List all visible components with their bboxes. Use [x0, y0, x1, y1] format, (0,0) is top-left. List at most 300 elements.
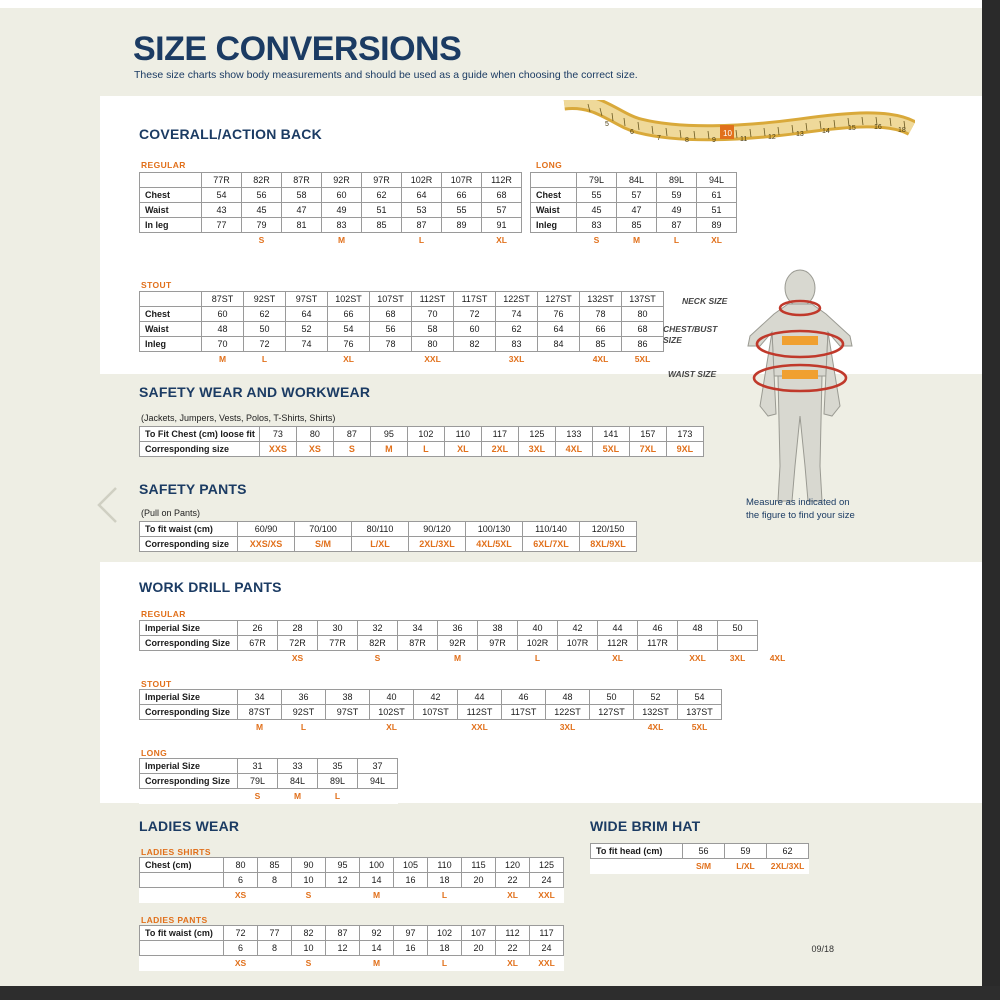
table-cell: 34: [238, 690, 282, 705]
table-cell: 112ST: [458, 705, 502, 720]
table-row-header: [140, 888, 224, 903]
table-cell: 97: [394, 926, 428, 941]
size-cell: [414, 720, 458, 735]
table-cell: 84: [538, 337, 580, 352]
table-cell: 45: [242, 203, 282, 218]
table-safety-wear: [139, 426, 704, 457]
table-row-header: Chest: [140, 307, 202, 322]
table-cell: 157: [629, 427, 666, 442]
table-cell: 94L: [697, 173, 737, 188]
size-cell: M: [372, 958, 381, 969]
table-row-header: Waist: [140, 322, 202, 337]
size-cell: L: [673, 235, 680, 246]
table-cell: 117: [481, 427, 518, 442]
table-ladies-shirts: [139, 857, 564, 903]
size-cell: [558, 651, 598, 666]
size-cell: S: [593, 235, 600, 246]
size-cell: 3XL: [729, 653, 746, 664]
table-row: [140, 218, 562, 233]
table-ladies-pants: [139, 925, 564, 971]
table-row-header: Chest (cm): [140, 858, 224, 873]
table-cell: L: [407, 442, 444, 457]
table-row-header: [140, 352, 202, 367]
size-cell: M: [255, 722, 264, 733]
table-cell: 64: [286, 307, 328, 322]
table-cell: 112R: [598, 636, 638, 651]
table-cell: 62: [767, 844, 809, 859]
table-cell: 117: [530, 926, 564, 941]
table-cell: 83: [577, 218, 617, 233]
label-workdrill-long: LONG: [141, 748, 168, 758]
size-cell: [478, 651, 518, 666]
table-cell: 46: [638, 621, 678, 636]
size-cell: L: [418, 235, 425, 246]
table-cell: 77R: [202, 173, 242, 188]
size-cell: XXL: [471, 722, 488, 733]
svg-text:11: 11: [740, 136, 748, 143]
label-workdrill-regular: REGULAR: [141, 609, 186, 619]
table-cell: 8: [258, 941, 292, 956]
table-cell: 141: [592, 427, 629, 442]
table-row: [531, 203, 737, 218]
table-row: [140, 888, 564, 903]
table-cell: 84L: [278, 774, 318, 789]
size-cell: XS: [234, 958, 247, 969]
table-row: [140, 774, 398, 789]
table-row: [140, 522, 637, 537]
table-row: [140, 926, 564, 941]
size-cell: [442, 233, 482, 248]
table-cell: 112ST: [412, 292, 454, 307]
table-cell: 6: [224, 873, 258, 888]
table-cell: 72: [224, 926, 258, 941]
table-row-header: To fit head (cm): [591, 844, 683, 859]
table-cell: 52: [634, 690, 678, 705]
table-coverall-regular: [139, 172, 562, 248]
table-cell: 79: [242, 218, 282, 233]
size-cell: L: [300, 722, 307, 733]
table-cell: 36: [438, 621, 478, 636]
table-cell: 60: [454, 322, 496, 337]
table-cell: 120/150: [580, 522, 637, 537]
table-cell: 137ST: [678, 705, 722, 720]
svg-text:9: 9: [712, 137, 716, 144]
size-cell: [398, 651, 438, 666]
svg-text:16: 16: [874, 124, 882, 131]
annotation-chest-size: CHEST/BUST SIZE: [663, 324, 718, 345]
table-cell: 49: [322, 203, 362, 218]
table-workdrill-long: [139, 758, 398, 804]
table-row: [140, 759, 398, 774]
table-cell: 8XL/9XL: [580, 537, 637, 552]
table-row-header: Imperial Size: [140, 690, 238, 705]
table-cell: 94L: [358, 774, 398, 789]
table-cell: 51: [697, 203, 737, 218]
size-cell: [370, 352, 412, 367]
table-cell: 68: [482, 188, 522, 203]
table-row-header: Corresponding Size: [140, 636, 238, 651]
table-row-header: Chest: [140, 188, 202, 203]
table-cell: 83: [322, 218, 362, 233]
table-cell: 18: [428, 941, 462, 956]
size-cell: S: [305, 890, 312, 901]
table-cell: 56: [242, 188, 282, 203]
size-cell: XL: [507, 958, 518, 969]
table-cell: 72: [244, 337, 286, 352]
size-cell: S: [254, 791, 261, 802]
table-cell: L/XL: [352, 537, 409, 552]
label-ladies-shirts: LADIES SHIRTS: [141, 847, 211, 857]
svg-text:18: 18: [898, 127, 906, 134]
table-cell: 47: [617, 203, 657, 218]
table-row: [140, 442, 704, 457]
table-row: [140, 337, 664, 352]
table-cell: 80: [412, 337, 454, 352]
table-cell: 55: [442, 203, 482, 218]
table-cell: 3XL: [518, 442, 555, 457]
size-cell: S/M: [695, 861, 712, 872]
table-cell: 5XL: [592, 442, 629, 457]
table-cell: 76: [538, 307, 580, 322]
table-row: [140, 322, 664, 337]
table-row-header: Imperial Size: [140, 621, 238, 636]
table-cell: 6XL/7XL: [523, 537, 580, 552]
table-cell: 66: [328, 307, 370, 322]
svg-text:14: 14: [822, 128, 830, 135]
table-row: [140, 352, 664, 367]
table-row: [140, 956, 564, 971]
table-cell: XXS/XS: [238, 537, 295, 552]
table-row-header: [140, 720, 238, 735]
size-cell: L: [261, 354, 268, 365]
table-cell: 97ST: [286, 292, 328, 307]
table-row-header: To Fit Chest (cm) loose fit: [140, 427, 260, 442]
table-row: [140, 427, 704, 442]
table-cell: 112R: [482, 173, 522, 188]
table-cell: 89: [442, 218, 482, 233]
size-cell: [502, 720, 546, 735]
table-cell: 61: [697, 188, 737, 203]
table-cell: 50: [590, 690, 634, 705]
table-cell: 87: [657, 218, 697, 233]
size-cell: 4XL: [592, 354, 609, 365]
table-cell: 18: [428, 873, 462, 888]
table-row: [140, 621, 798, 636]
table-cell: 110: [444, 427, 481, 442]
table-cell: 102R: [402, 173, 442, 188]
section-ladies-title: LADIES WEAR: [139, 818, 240, 834]
size-cell: L/XL: [736, 861, 755, 872]
document-revision-code: 09/18: [811, 944, 834, 954]
table-cell: 132ST: [580, 292, 622, 307]
table-cell: 85: [580, 337, 622, 352]
table-cell: 107ST: [370, 292, 412, 307]
size-cell: [462, 888, 496, 903]
table-row: [140, 651, 798, 666]
table-cell: 44: [458, 690, 502, 705]
table-cell: 40: [518, 621, 558, 636]
size-cell: XL: [507, 890, 518, 901]
table-row-header: [140, 956, 224, 971]
table-cell: 80: [622, 307, 664, 322]
table-cell: 87: [333, 427, 370, 442]
table-cell: 70: [412, 307, 454, 322]
label-coverall-long: LONG: [536, 160, 563, 170]
table-row-header: To fit waist (cm): [140, 926, 224, 941]
table-cell: 92ST: [244, 292, 286, 307]
table-cell: S: [333, 442, 370, 457]
size-cell: XXL: [538, 958, 555, 969]
svg-text:10: 10: [723, 129, 732, 138]
table-cell: 28: [278, 621, 318, 636]
annotation-neck-size: NECK SIZE: [682, 296, 728, 306]
table-cell: 77R: [318, 636, 358, 651]
label-coverall-regular: REGULAR: [141, 160, 186, 170]
table-cell: 40: [370, 690, 414, 705]
table-cell: 87R: [282, 173, 322, 188]
table-cell: XXS: [259, 442, 296, 457]
table-row-header: [140, 173, 202, 188]
size-cell: [454, 352, 496, 367]
table-row-header: To fit waist (cm): [140, 522, 238, 537]
table-coverall-stout: [139, 291, 664, 367]
table-cell: 6: [224, 941, 258, 956]
size-cell: [590, 720, 634, 735]
table-cell: 56: [370, 322, 412, 337]
size-cell: M: [372, 890, 381, 901]
table-row-header: Corresponding Size: [140, 705, 238, 720]
table-cell: 48: [546, 690, 590, 705]
size-cell: XL: [711, 235, 722, 246]
table-cell: 67R: [238, 636, 278, 651]
table-row-header: [140, 941, 224, 956]
table-cell: 49: [657, 203, 697, 218]
table-workdrill-stout: [139, 689, 722, 735]
page-title: SIZE CONVERSIONS: [133, 30, 462, 68]
size-cell: [202, 233, 242, 248]
table-cell: 112: [496, 926, 530, 941]
table-cell: 107: [462, 926, 496, 941]
table-cell: 34: [398, 621, 438, 636]
table-cell: S/M: [295, 537, 352, 552]
table-cell: 53: [402, 203, 442, 218]
table-cell: 80: [296, 427, 333, 442]
table-cell: 68: [370, 307, 412, 322]
table-cell: 107ST: [414, 705, 458, 720]
size-cell: [326, 888, 360, 903]
table-cell: 122ST: [546, 705, 590, 720]
table-row: [140, 188, 562, 203]
table-cell: 102ST: [370, 705, 414, 720]
table-cell: [718, 636, 758, 651]
table-cell: 92: [360, 926, 394, 941]
table-cell: 132ST: [634, 705, 678, 720]
table-cell: 66: [580, 322, 622, 337]
size-cell: XL: [496, 235, 507, 246]
table-cell: 125: [530, 858, 564, 873]
svg-text:7: 7: [657, 135, 661, 142]
table-cell: 91: [482, 218, 522, 233]
table-row-header: Corresponding Size: [140, 774, 238, 789]
table-row: [140, 705, 722, 720]
size-cell: 4XL: [769, 653, 786, 663]
table-cell: 2XL: [481, 442, 518, 457]
table-row-header: Imperial Size: [140, 759, 238, 774]
table-cell: 90: [292, 858, 326, 873]
table-row: [531, 218, 737, 233]
size-cell: 5XL: [691, 722, 708, 733]
table-cell: 16: [394, 873, 428, 888]
table-cell: 102: [407, 427, 444, 442]
table-cell: 37: [358, 759, 398, 774]
svg-text:8: 8: [685, 137, 689, 144]
size-cell: [394, 888, 428, 903]
table-cell: XS: [296, 442, 333, 457]
table-cell: 110: [428, 858, 462, 873]
table-cell: 83: [496, 337, 538, 352]
table-cell: 78: [370, 337, 412, 352]
size-cell: 3XL: [559, 722, 576, 733]
table-cell: 89L: [318, 774, 358, 789]
note-safetywear: (Jackets, Jumpers, Vests, Polos, T-Shirts, Shirts): [141, 413, 336, 423]
table-cell: 107R: [558, 636, 598, 651]
table-row: [140, 720, 722, 735]
table-cell: 85: [258, 858, 292, 873]
section-coverall-title: COVERALL/ACTION BACK: [139, 126, 322, 142]
table-row: [531, 188, 737, 203]
table-cell: 82: [292, 926, 326, 941]
table-cell: 43: [202, 203, 242, 218]
table-cell: 97R: [362, 173, 402, 188]
table-cell: 70: [202, 337, 244, 352]
table-cell: 55: [577, 188, 617, 203]
table-cell: 90/120: [409, 522, 466, 537]
note-safetypants: (Pull on Pants): [141, 508, 201, 518]
table-cell: 50: [718, 621, 758, 636]
table-row: [140, 941, 564, 956]
table-coverall-long: [530, 172, 737, 248]
table-row-header: [140, 873, 224, 888]
table-cell: 22: [496, 873, 530, 888]
table-cell: 54: [328, 322, 370, 337]
section-workdrill-title: WORK DRILL PANTS: [139, 579, 282, 595]
table-cell: 59: [657, 188, 697, 203]
table-cell: 110/140: [523, 522, 580, 537]
table-cell: 36: [282, 690, 326, 705]
table-cell: 64: [538, 322, 580, 337]
table-cell: 74: [286, 337, 328, 352]
svg-text:5: 5: [605, 121, 609, 128]
table-row-header: [140, 789, 238, 804]
table-row-header: [140, 651, 238, 666]
size-cell: 5XL: [634, 354, 651, 365]
table-cell: 46: [502, 690, 546, 705]
table-cell: 52: [286, 322, 328, 337]
table-row: [140, 537, 637, 552]
table-cell: 57: [482, 203, 522, 218]
mannequin-illustration: [700, 266, 900, 516]
table-cell: 38: [326, 690, 370, 705]
table-row: [140, 789, 398, 804]
table-cell: 62: [496, 322, 538, 337]
label-ladies-pants: LADIES PANTS: [141, 915, 208, 925]
size-cell: M: [632, 235, 641, 246]
table-cell: M: [370, 442, 407, 457]
table-cell: 79L: [238, 774, 278, 789]
table-cell: 8: [258, 873, 292, 888]
size-cell: [358, 789, 398, 804]
size-cell: [282, 233, 322, 248]
table-cell: 45: [577, 203, 617, 218]
table-row: [140, 873, 564, 888]
table-cell: 20: [462, 873, 496, 888]
table-cell: 58: [282, 188, 322, 203]
table-cell: 80: [224, 858, 258, 873]
table-cell: 42: [558, 621, 598, 636]
table-cell: 60/90: [238, 522, 295, 537]
size-cell: L: [534, 653, 541, 664]
size-cell: XXL: [424, 354, 441, 365]
table-cell: 54: [202, 188, 242, 203]
size-cell: XS: [291, 653, 304, 664]
table-cell: 38: [478, 621, 518, 636]
size-cell: [318, 651, 358, 666]
table-cell: 60: [202, 307, 244, 322]
size-cell: 3XL: [508, 354, 525, 365]
table-cell: 64: [402, 188, 442, 203]
table-cell: 105: [394, 858, 428, 873]
table-cell: 85: [617, 218, 657, 233]
size-cell: [326, 956, 360, 971]
section-safetypants-title: SAFETY PANTS: [139, 481, 247, 497]
size-cell: [362, 233, 402, 248]
table-cell: 81: [282, 218, 322, 233]
size-cell: L: [441, 958, 448, 969]
size-cell: M: [218, 354, 227, 365]
table-row: [140, 690, 722, 705]
size-cell: XL: [386, 722, 397, 733]
table-row-header: [140, 292, 202, 307]
svg-text:15: 15: [848, 125, 856, 132]
table-workdrill-regular: [139, 620, 798, 666]
table-cell: 115: [462, 858, 496, 873]
table-cell: 68: [622, 322, 664, 337]
table-cell: 133: [555, 427, 592, 442]
table-cell: 7XL: [629, 442, 666, 457]
table-cell: 127ST: [590, 705, 634, 720]
table-cell: 4XL/5XL: [466, 537, 523, 552]
table-cell: 10: [292, 941, 326, 956]
table-cell: 22: [496, 941, 530, 956]
table-cell: 92R: [322, 173, 362, 188]
table-cell: 48: [678, 621, 718, 636]
table-row: [531, 233, 737, 248]
table-cell: 95: [370, 427, 407, 442]
table-cell: 89L: [657, 173, 697, 188]
size-cell: [258, 956, 292, 971]
table-cell: 72R: [278, 636, 318, 651]
table-cell: 102: [428, 926, 462, 941]
size-cell: [538, 352, 580, 367]
table-row: [140, 307, 664, 322]
table-row: [531, 173, 737, 188]
table-cell: 87R: [398, 636, 438, 651]
table-cell: 2XL/3XL: [409, 537, 466, 552]
table-cell: 85: [362, 218, 402, 233]
table-row: [140, 636, 798, 651]
size-cell: [286, 352, 328, 367]
table-row-header: [531, 233, 577, 248]
